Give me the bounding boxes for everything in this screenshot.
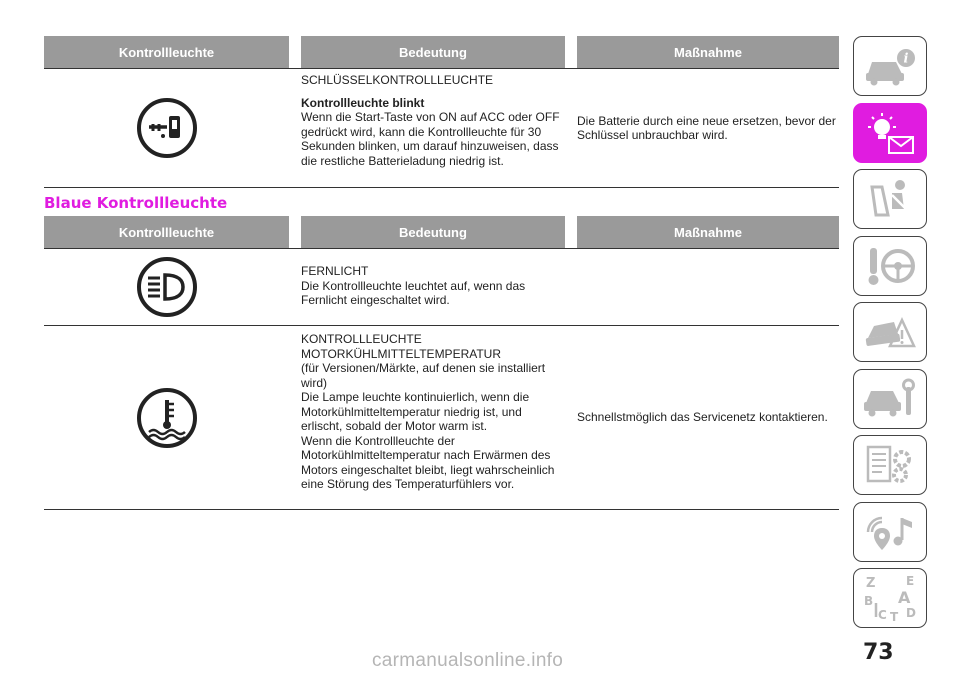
row-line: FERNLICHT (301, 264, 369, 278)
action-cell (577, 69, 839, 187)
row-line: Wenn die Kontrollleuchte der Motorkühlmitteltemperatur nach Erwärmen des Motors eingeschaltet bleibt, liegt wahrscheinlich eine Störung des Temperaturfühlers vor. (301, 433, 555, 491)
header-cell: Bedeutung (301, 216, 565, 248)
chapter-tab-car-crash[interactable] (853, 302, 927, 362)
table-header (44, 36, 839, 68)
table-header (44, 216, 839, 248)
svg-text:Z: Z (866, 576, 876, 591)
watermark: carmanualsonline.info (372, 650, 564, 671)
page-number: 73 (863, 640, 894, 665)
action-cell (577, 326, 839, 509)
action-cell (577, 249, 839, 325)
warning-table-2 (44, 216, 839, 510)
svg-text:C: C (878, 608, 887, 622)
row-subtitle: Kontrollleuchte blinkt (301, 95, 425, 110)
section-title: Blaue Kontrollleuchte (44, 194, 228, 212)
row-line: MOTORKÜHLMITTELTEMPERATUR (301, 346, 502, 361)
row-text: Wenn die Start-Taste von ON auf ACC oder OFF gedrückt wird, kann die Kontrollleuchte für 30 Sekunden blinken, um darauf hinzuweisen, dass die restliche Batterieladung niedrig ist. (301, 110, 560, 168)
icon-cell (44, 249, 289, 325)
high-beam-icon (135, 255, 199, 319)
table-row (44, 68, 839, 188)
chapter-tab-seat-safety[interactable] (853, 169, 927, 229)
car-service-icon (862, 375, 918, 423)
coolant-temperature-icon (135, 386, 199, 450)
icon-cell (44, 326, 289, 509)
row-action: Schnellstmöglich das Servicenetz kontaktieren. (577, 410, 828, 425)
multimedia-icon (862, 508, 918, 556)
svg-text:E: E (906, 574, 915, 588)
meaning-cell (301, 249, 565, 325)
specifications-gear-icon (862, 441, 918, 489)
header-cell: Kontrollleuchte (44, 216, 289, 248)
row-title: SCHLÜSSELKONTROLLLEUCHTE (301, 73, 494, 87)
chapter-tab-warning-lights[interactable] (853, 103, 927, 163)
chapter-tab-specifications[interactable] (853, 435, 927, 495)
chapter-tab-index[interactable] (853, 568, 927, 628)
svg-text:i: i (903, 51, 909, 67)
row-line: Die Kontrollleuchte leuchtet auf, wenn das Fernlicht eingeschaltet wird. (301, 278, 526, 307)
meaning-cell (301, 69, 565, 187)
alphabetical-index-icon (862, 573, 918, 623)
header-cell: Maßnahme (577, 216, 839, 248)
row-line: KONTROLLLEUCHTE (301, 332, 422, 346)
svg-text:A: A (898, 588, 911, 607)
chapter-tab-multimedia[interactable] (853, 502, 927, 562)
warning-lights-icon (862, 109, 918, 157)
row-action: Die Batterie durch eine neue ersetzen, bevor der Schlüssel unbrauchbar wird. (577, 113, 836, 142)
car-info-icon (862, 44, 918, 88)
table-row (44, 326, 839, 510)
chapter-tab-car-info[interactable] (853, 36, 927, 96)
icon-cell (44, 69, 289, 187)
header-cell: Kontrollleuchte (44, 36, 289, 68)
header-cell: Bedeutung (301, 36, 565, 68)
meaning-cell (301, 326, 565, 509)
chapter-tab-steering-key[interactable] (853, 236, 927, 296)
header-cell: Maßnahme (577, 36, 839, 68)
seat-safety-icon (862, 175, 918, 223)
svg-text:T: T (890, 610, 899, 623)
row-line: Die Lampe leuchte kontinuierlich, wenn die Motorkühlmitteltemperatur niedrig ist, und erlischt, sobald der Motor warm ist. (301, 390, 530, 433)
svg-text:B: B (864, 594, 874, 608)
row-line: (für Versionen/Märkte, auf denen sie installiert wird) (301, 361, 546, 390)
warning-table-1 (44, 36, 839, 188)
table-row (44, 248, 839, 326)
key-warning-icon (135, 96, 199, 160)
chapter-tab-car-service[interactable] (853, 369, 927, 429)
steering-key-icon (862, 242, 918, 290)
car-crash-warning-icon (862, 308, 918, 356)
svg-text:D: D (906, 606, 916, 620)
chapter-sidebar (853, 36, 929, 635)
